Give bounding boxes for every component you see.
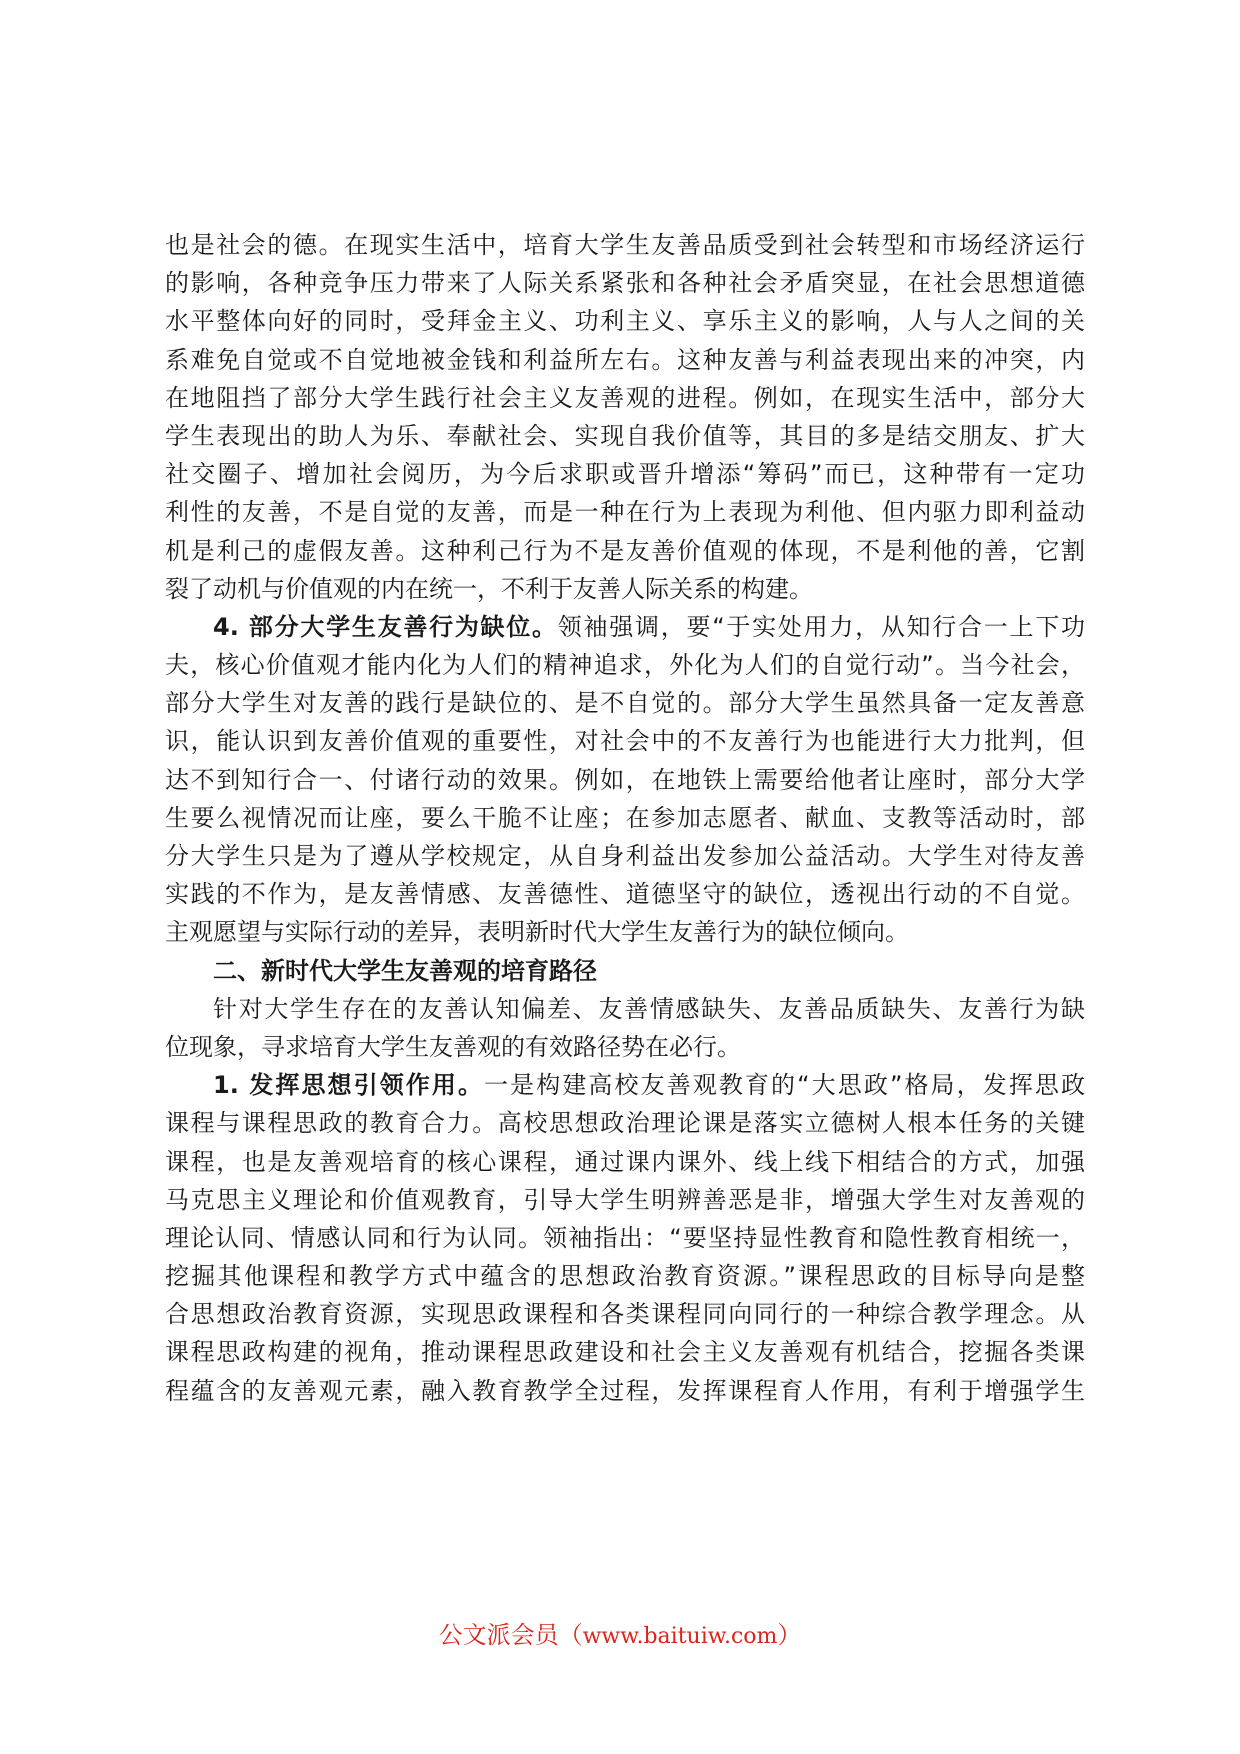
subheading-line xyxy=(165,608,1085,646)
footer-open-paren: （ xyxy=(558,1621,583,1649)
subheading-1: 1. 发挥思想引领作用。 xyxy=(213,1071,485,1100)
text-line: 达不到知行合一、付诸行动的效果。例如，在地铁上需要给他者让座时，部分大学 xyxy=(165,765,1085,794)
footer-url-link[interactable]: www.baituiw.com xyxy=(582,1624,778,1649)
text-line: 理论认同、情感认同和行为认同。领袖指出：“要坚持显性教育和隐性教育相统一， xyxy=(165,1223,1085,1252)
text-line: 课程思政构建的视角，推动课程思政建设和社会主义友善观有机结合，挖掘各类课 xyxy=(165,1338,1085,1367)
footer-close-paren: ） xyxy=(777,1621,802,1649)
text-line: 针对大学生存在的友善认知偏差、友善情感缺失、友善品质缺失、友善行为缺 xyxy=(213,994,1085,1023)
document-body xyxy=(165,226,1085,1410)
text-line: 也是社会的德。在现实生活中，培育大学生友善品质受到社会转型和市场经济运行 xyxy=(165,231,1085,259)
text-line: 部分大学生对友善的践行是缺位的、是不自觉的。部分大学生虽然具备一定友善意 xyxy=(165,689,1085,718)
text-line: 裂了动机与价值观的内在统一，不利于友善人际关系的构建。 xyxy=(165,574,813,603)
page-footer xyxy=(0,1615,1240,1650)
text-line: 在地阻挡了部分大学生践行社会主义友善观的进程。例如，在现实生活中，部分大 xyxy=(165,383,1085,412)
text-line: 课程，也是友善观培育的核心课程，通过课内课外、线上线下相结合的方式，加强 xyxy=(165,1147,1085,1176)
text-line: 课程与课程思政的教育合力。高校思想政治理论课是落实立德树人根本任务的关键 xyxy=(165,1109,1085,1138)
text-line: 学生表现出的助人为乐、奉献社会、实现自我价值等，其目的多是结交朋友、扩大 xyxy=(165,421,1085,450)
text-line: 合思想政治教育资源，实现思政课程和各类课程同向同行的一种综合教学理念。从 xyxy=(165,1300,1085,1329)
subheading-1-text: 一是构建高校友善观教育的“大思政”格局，发挥思政 xyxy=(484,1071,1086,1100)
text-line: 利性的友善，不是自觉的友善，而是一种在行为上表现为利他、但内驱力即利益动 xyxy=(165,498,1085,527)
subheading-4-text: 领袖强调，要“于实处用力，从知行合一上下功 xyxy=(557,612,1085,641)
text-line: 系难免自觉或不自觉地被金钱和利益所左右。这种友善与利益表现出来的冲突，内 xyxy=(165,345,1085,374)
text-line: 程蕴含的友善观元素，融入教育教学全过程，发挥课程育人作用，有利于增强学生 xyxy=(165,1376,1085,1405)
text-line: 位现象，寻求培育大学生友善观的有效路径势在必行。 xyxy=(165,1032,741,1061)
text-line: 分大学生只是为了遵从学校规定，从自身利益出发参加公益活动。大学生对待友善 xyxy=(165,842,1085,870)
section-heading-line xyxy=(165,952,1085,990)
subheading-line xyxy=(165,1066,1085,1104)
text-line: 的影响，各种竞争压力带来了人际关系紧张和各种社会矛盾突显，在社会思想道德 xyxy=(165,269,1085,298)
text-line: 水平整体向好的同时，受拜金主义、功利主义、享乐主义的影响，人与人之间的关 xyxy=(165,307,1085,336)
section-heading-2: 二、新时代大学生友善观的培育路径 xyxy=(213,956,597,985)
text-line: 识，能认识到友善价值观的重要性，对社会中的不友善行为也能进行大力批判，但 xyxy=(165,727,1085,756)
footer-label: 公文派会员 xyxy=(438,1621,559,1649)
text-line: 夫，核心价值观才能内化为人们的精神追求，外化为人们的自觉行动”。当今社会， xyxy=(165,651,1085,680)
text-line: 挖掘其他课程和教学方式中蕴含的思想政治教育资源。”课程思政的目标导向是整 xyxy=(165,1262,1085,1291)
text-line: 社交圈子、增加社会阅历，为今后求职或晋升增添“筹码”而已，这种带有一定功 xyxy=(165,460,1085,489)
text-line: 马克思主义理论和价值观教育，引导大学生明辨善恶是非，增强大学生对友善观的 xyxy=(165,1185,1085,1214)
subheading-4: 4. 部分大学生友善行为缺位。 xyxy=(213,612,558,641)
text-line: 实践的不作为，是友善情感、友善德性、道德坚守的缺位，透视出行动的不自觉。 xyxy=(165,880,1085,909)
text-line: 机是利己的虚假友善。这种利己行为不是友善价值观的体现，不是利他的善，它割 xyxy=(165,536,1085,565)
text-line: 主观愿望与实际行动的差异，表明新时代大学生友善行为的缺位倾向。 xyxy=(165,918,909,947)
text-line: 生要么视情况而让座，要么干脆不让座；在参加志愿者、献血、支教等活动时，部 xyxy=(165,803,1085,832)
